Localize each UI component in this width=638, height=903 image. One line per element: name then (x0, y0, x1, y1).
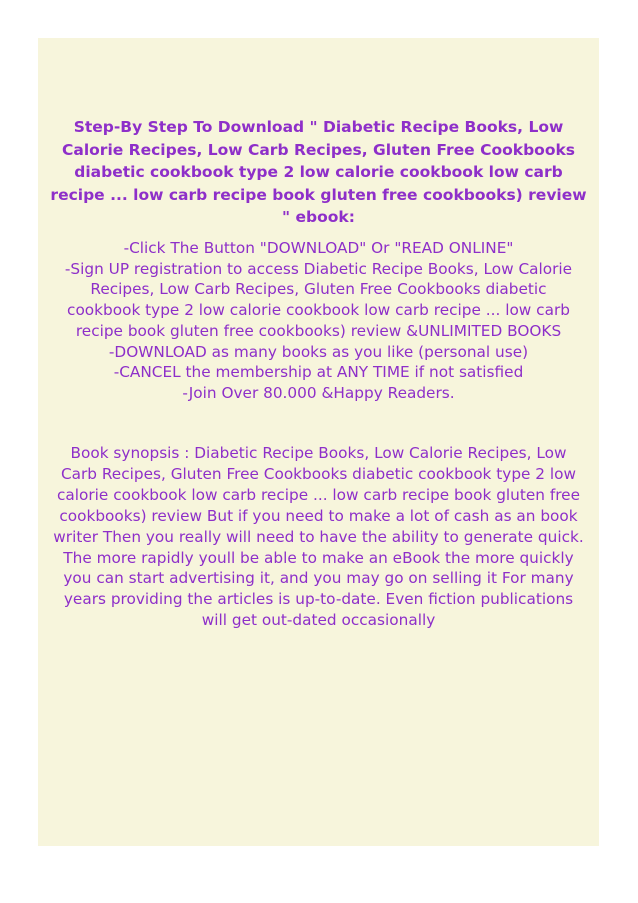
synopsis-line: cookbooks) review But if you need to make a lot of cash as an book (59, 506, 578, 525)
instruction-line: -DOWNLOAD as many books as you like (personal use) (108, 342, 529, 361)
synopsis-line: you can start advertising it, and you may go on selling it For many (63, 569, 574, 588)
instruction-line: -CANCEL the membership at ANY TIME if not satisfied (113, 363, 524, 382)
title-line: diabetic cookbook type 2 low calorie cookbook low carb (74, 163, 563, 181)
instruction-line: -Click The Button "DOWNLOAD" Or "READ ONLINE" (123, 239, 514, 257)
synopsis-line: years providing the articles is up-to-date. Even fiction publications (63, 590, 574, 609)
title-line: recipe ... low carb recipe book gluten free cookbooks) review (50, 185, 587, 204)
book-synopsis (38, 443, 599, 631)
instruction-line: -Sign UP registration to access Diabetic Recipe Books, Low Calorie (64, 259, 573, 278)
synopsis-line: calorie cookbook low carb recipe ... low carb recipe book gluten free (57, 485, 580, 504)
synopsis-line: will get out-dated occasionally (201, 611, 436, 630)
title-line: " ebook: (282, 208, 355, 226)
instruction-line: Recipes, Low Carb Recipes, Gluten Free Cookbooks diabetic (90, 280, 547, 299)
synopsis-line: writer Then you really will need to have the ability to generate quick. (53, 527, 584, 546)
document-page (38, 38, 599, 846)
title-line: Calorie Recipes, Low Carb Recipes, Gluten Free Cookbooks (62, 140, 575, 159)
instruction-line: recipe book gluten free cookbooks) review &UNLIMITED BOOKS (75, 321, 562, 340)
synopsis-line: Carb Recipes, Gluten Free Cookbooks diabetic cookbook type 2 low (60, 464, 577, 483)
title-line: Step-By Step To Download " Diabetic Recipe Books, Low (73, 118, 564, 136)
instruction-line: cookbook type 2 low calorie cookbook low carb recipe ... low carb (67, 301, 570, 320)
synopsis-line: Book synopsis : Diabetic Recipe Books, Low Calorie Recipes, Low (70, 444, 567, 462)
instruction-line: -Join Over 80.000 &Happy Readers. (182, 383, 455, 402)
synopsis-line: The more rapidly youll be able to make an eBook the more quickly (63, 548, 574, 567)
document-title (38, 116, 599, 229)
download-instructions (38, 238, 599, 404)
